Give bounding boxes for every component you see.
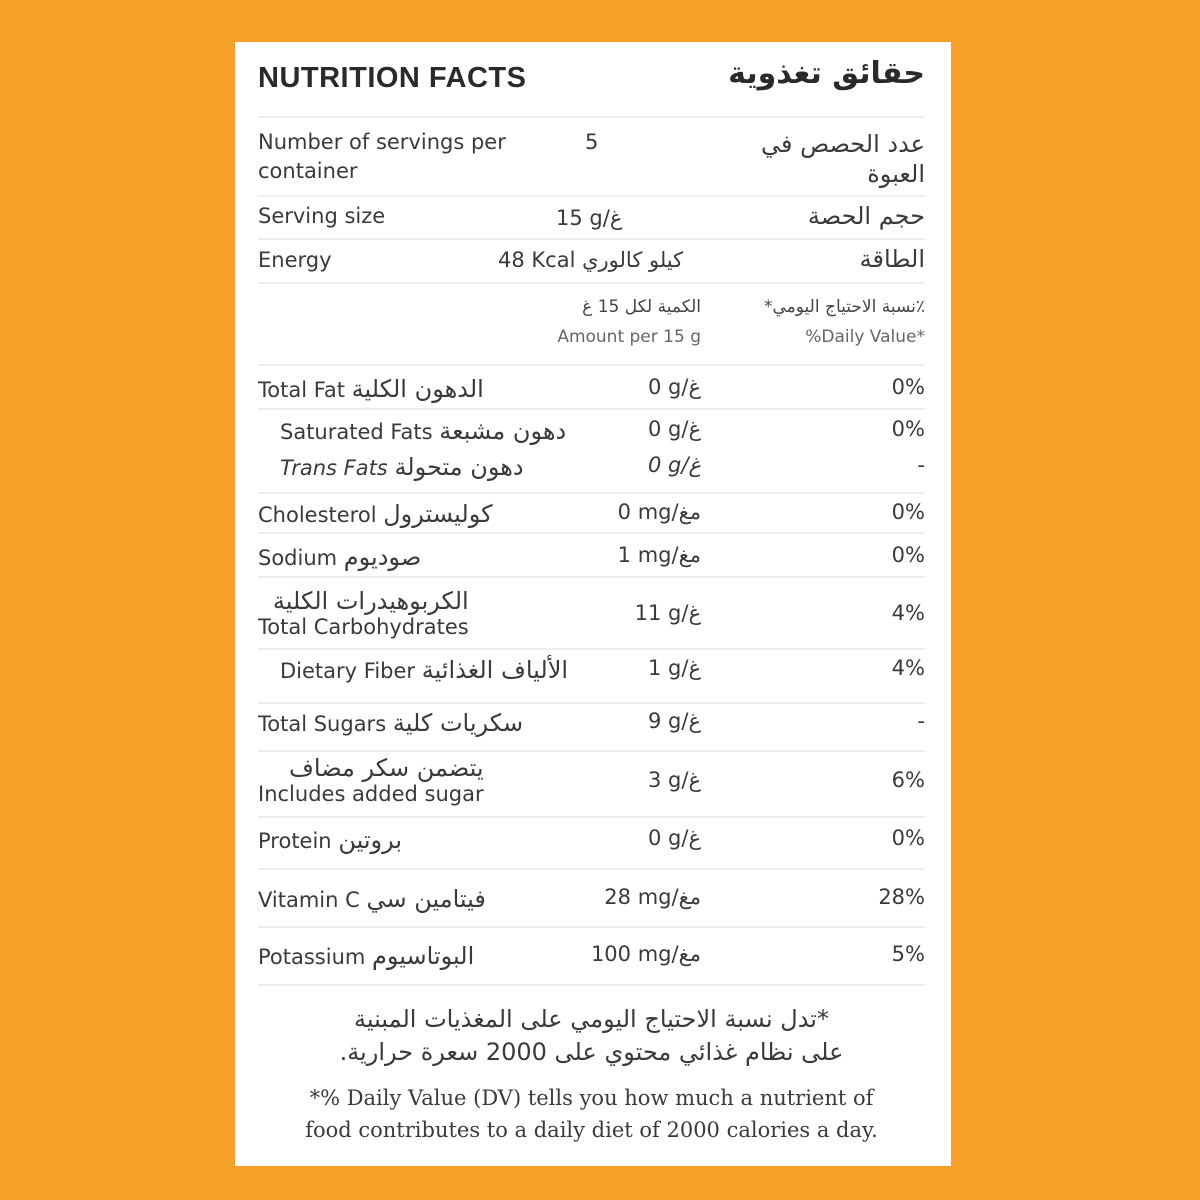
nutrient-label bbox=[280, 417, 566, 445]
nutrient-label bbox=[258, 587, 469, 639]
nutrient-label bbox=[280, 453, 524, 481]
nutrient-label bbox=[258, 885, 486, 913]
energy-value: 48 Kcal كيلو كالوري bbox=[498, 248, 684, 272]
nutrient-label bbox=[258, 709, 523, 737]
servings-label-ar-line1: عدد الحصص في bbox=[760, 130, 925, 158]
nutrient-daily-value: 4% bbox=[891, 656, 925, 680]
nutrient-name-ar: دهون مشبعة bbox=[439, 417, 567, 445]
servings-label-en-line1: Number of servings per bbox=[258, 130, 506, 154]
footnote-en-line1: *% Daily Value (DV) tells you how much a nutrient of bbox=[309, 1086, 874, 1110]
nutrient-amount: 1 g/غ bbox=[648, 656, 701, 680]
daily-value-header-ar: ٪نسبة الاحتياج اليومي* bbox=[763, 297, 925, 317]
nutrient-name-ar: فيتامين سي bbox=[366, 885, 486, 913]
nutrient-label bbox=[258, 500, 493, 528]
nutrient-name-en: Vitamin C bbox=[258, 888, 360, 912]
nutrient-name-ar: كوليسترول bbox=[383, 500, 493, 528]
divider bbox=[258, 576, 925, 578]
nutrient-name-en: Potassium bbox=[258, 945, 366, 969]
nutrient-row bbox=[258, 453, 925, 493]
nutrient-name-en: Trans Fats bbox=[280, 456, 388, 480]
divider bbox=[258, 116, 925, 118]
nutrient-name-en: Dietary Fiber bbox=[280, 659, 416, 683]
serving-size-label-ar: حجم الحصة bbox=[807, 202, 925, 230]
nutrient-name-en: Total Carbohydrates bbox=[258, 615, 469, 639]
nutrient-name-en: Cholesterol bbox=[258, 503, 377, 527]
nutrient-daily-value: 0% bbox=[891, 500, 925, 524]
nutrient-row bbox=[258, 417, 925, 457]
divider bbox=[258, 750, 925, 752]
nutrient-daily-value: 0% bbox=[891, 375, 925, 399]
nutrient-row bbox=[258, 826, 925, 866]
serving-size-label-en: Serving size bbox=[258, 204, 386, 228]
nutrient-row bbox=[258, 885, 925, 925]
nutrient-daily-value: 0% bbox=[891, 826, 925, 850]
nutrient-daily-value: 0% bbox=[891, 543, 925, 567]
nutrient-daily-value: 6% bbox=[891, 768, 925, 792]
footnote-en-line2: food contributes to a daily diet of 2000 calories a day. bbox=[305, 1118, 878, 1142]
nutrient-row bbox=[258, 942, 925, 982]
divider bbox=[258, 984, 925, 986]
nutrient-row bbox=[258, 587, 925, 639]
nutrient-amount: 1 mg/مغ bbox=[617, 543, 701, 567]
nutrient-name-ar: سكريات كلية bbox=[392, 709, 524, 737]
energy-label-ar: الطاقة bbox=[859, 245, 925, 273]
energy-label-en: Energy bbox=[258, 248, 332, 272]
nutrient-amount: 28 mg/مغ bbox=[604, 885, 701, 909]
nutrient-amount: 100 mg/مغ bbox=[590, 942, 701, 966]
nutrient-amount: 0 g/غ bbox=[648, 826, 701, 850]
divider bbox=[258, 868, 925, 870]
energy-row bbox=[258, 245, 925, 281]
nutrient-name-en: Includes added sugar bbox=[258, 782, 484, 806]
nutrient-name-en: Protein bbox=[258, 829, 332, 853]
title-arabic: حقائق تغذوية bbox=[728, 56, 925, 91]
nutrient-amount: 11 g/غ bbox=[634, 601, 701, 625]
nutrient-amount: 0 g/غ bbox=[648, 453, 701, 477]
nutrient-name-en: Total Sugars bbox=[258, 712, 387, 736]
serving-size-row bbox=[258, 202, 925, 238]
divider bbox=[258, 532, 925, 534]
nutrient-name-ar: يتضمن سكر مضاف bbox=[289, 754, 484, 782]
nutrient-name-en: Saturated Fats bbox=[280, 420, 433, 444]
divider bbox=[258, 492, 925, 494]
nutrient-label bbox=[258, 754, 484, 806]
nutrient-daily-value: 0% bbox=[891, 417, 925, 441]
divider bbox=[258, 408, 925, 410]
amount-per-header-en: Amount per 15 g bbox=[557, 327, 701, 347]
nutrient-name-en: Sodium bbox=[258, 546, 338, 570]
nutrient-row bbox=[258, 500, 925, 540]
label-content bbox=[258, 42, 925, 1166]
servings-row bbox=[258, 130, 925, 200]
nutrient-name-ar: الدهون الكلية bbox=[351, 375, 484, 403]
nutrient-amount: 0 mg/مغ bbox=[617, 500, 701, 524]
nutrient-row bbox=[258, 709, 925, 749]
nutrient-name-ar: البوتاسيوم bbox=[372, 942, 475, 970]
servings-value: 5 bbox=[585, 130, 599, 154]
nutrient-label bbox=[280, 656, 568, 684]
nutrient-amount: 0 g/غ bbox=[648, 417, 701, 441]
amount-per-header-ar: الكمية لكل 15 غ bbox=[582, 297, 701, 317]
nutrient-daily-value: - bbox=[917, 453, 925, 477]
divider bbox=[258, 238, 925, 240]
nutrient-name-ar: صوديوم bbox=[343, 543, 422, 571]
servings-label-en-line2: container bbox=[258, 159, 358, 183]
divider bbox=[258, 926, 925, 928]
nutrient-label bbox=[258, 942, 474, 970]
nutrient-amount: 0 g/غ bbox=[648, 375, 701, 399]
serving-size-value: 15 g/غ bbox=[556, 206, 623, 230]
nutrient-row bbox=[258, 656, 925, 696]
nutrient-label bbox=[258, 826, 402, 854]
title-english: NUTRITION FACTS bbox=[258, 62, 527, 94]
nutrient-name-ar: دهون متحولة bbox=[394, 453, 524, 481]
divider bbox=[258, 648, 925, 650]
footnote-ar-line1: *تدل نسبة الاحتياج اليومي على المغذيات المبنية bbox=[354, 1005, 829, 1033]
nutrient-name-ar: بروتين bbox=[338, 826, 403, 854]
nutrient-name-ar: الكربوهيدرات الكلية bbox=[272, 587, 469, 615]
servings-label-ar-line2: العبوة bbox=[867, 160, 925, 188]
nutrient-daily-value: 4% bbox=[891, 601, 925, 625]
divider bbox=[258, 282, 925, 284]
divider bbox=[258, 364, 925, 366]
nutrient-name-ar: الألياف الغذائية bbox=[421, 656, 569, 684]
nutrient-label bbox=[258, 375, 484, 403]
nutrient-daily-value: 28% bbox=[878, 885, 925, 909]
column-header bbox=[258, 297, 925, 357]
nutrient-daily-value: - bbox=[917, 709, 925, 733]
nutrient-row bbox=[258, 754, 925, 806]
daily-value-header-en: %Daily Value* bbox=[805, 327, 925, 347]
nutrient-daily-value: 5% bbox=[891, 942, 925, 966]
divider bbox=[258, 702, 925, 704]
nutrient-label bbox=[258, 543, 421, 571]
footnote-ar-line2: على نظام غذائي محتوي على 2000 سعرة حرارية. bbox=[339, 1038, 844, 1066]
nutrient-name-en: Total Fat bbox=[258, 378, 345, 402]
nutrient-amount: 3 g/غ bbox=[648, 768, 701, 792]
divider bbox=[258, 195, 925, 197]
divider bbox=[258, 816, 925, 818]
nutrition-facts-label bbox=[235, 42, 951, 1166]
nutrient-amount: 9 g/غ bbox=[648, 709, 701, 733]
